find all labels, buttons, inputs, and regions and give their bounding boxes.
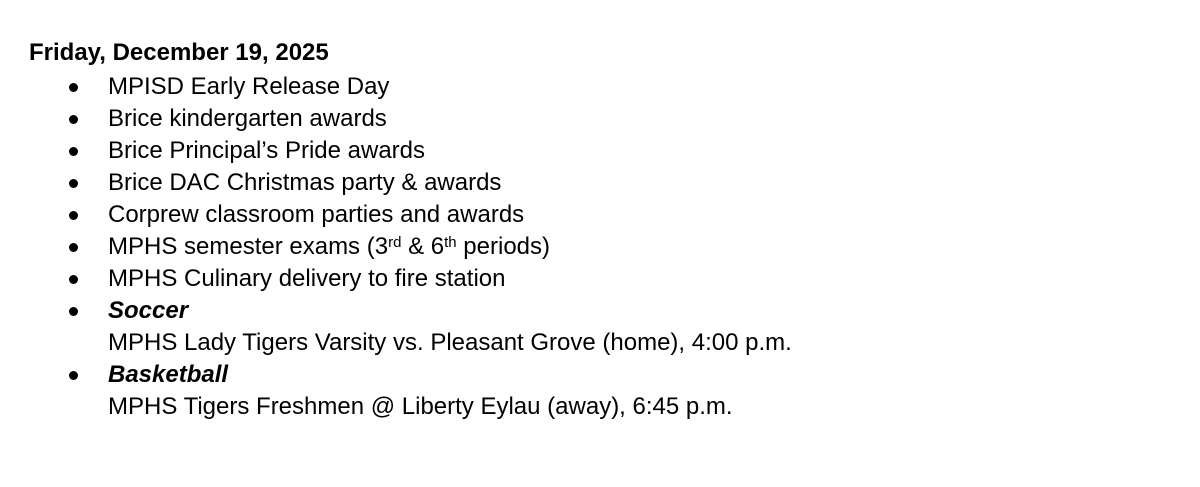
bullet-icon: [69, 83, 78, 92]
item-text-part: & 6: [401, 233, 445, 260]
bullet-icon: [69, 115, 78, 124]
ordinal-suffix: th: [444, 234, 457, 251]
bullet-icon: [69, 371, 78, 380]
bullet-icon: [69, 211, 78, 220]
item-text: Corprew classroom parties and awards: [108, 201, 525, 228]
bullet-icon: [69, 307, 78, 316]
sport-category: Soccer: [108, 297, 189, 324]
item-text: Brice Principal’s Pride awards: [108, 137, 426, 164]
list-item: [0, 231, 1200, 263]
bullet-icon: [69, 179, 78, 188]
item-text-part: MPHS semester exams (3: [108, 233, 389, 260]
item-text-part: periods): [456, 233, 551, 260]
item-text: Brice kindergarten awards: [108, 105, 387, 132]
list-item: [0, 135, 1200, 167]
list-item: [0, 167, 1200, 199]
sport-item-basketball: [0, 359, 1200, 423]
list-item: [0, 199, 1200, 231]
date-heading: Friday, December 19, 2025: [29, 39, 329, 66]
item-text: MPHS Culinary delivery to fire station: [108, 265, 506, 292]
bullet-icon: [69, 147, 78, 156]
bullet-icon: [69, 275, 78, 284]
list-item: [0, 71, 1200, 103]
list-item: [0, 263, 1200, 295]
sport-category: Basketball: [108, 361, 229, 388]
sport-item-soccer: [0, 295, 1200, 359]
ordinal-suffix: rd: [388, 234, 402, 251]
item-text: Brice DAC Christmas party & awards: [108, 169, 502, 196]
sport-detail: MPHS Lady Tigers Varsity vs. Pleasant Grove (home), 4:00 p.m.: [108, 329, 792, 356]
item-text: MPISD Early Release Day: [108, 73, 390, 100]
event-list: [0, 71, 1200, 423]
list-item: [0, 103, 1200, 135]
bullet-icon: [69, 243, 78, 252]
sport-detail: MPHS Tigers Freshmen @ Liberty Eylau (away), 6:45 p.m.: [108, 393, 733, 420]
